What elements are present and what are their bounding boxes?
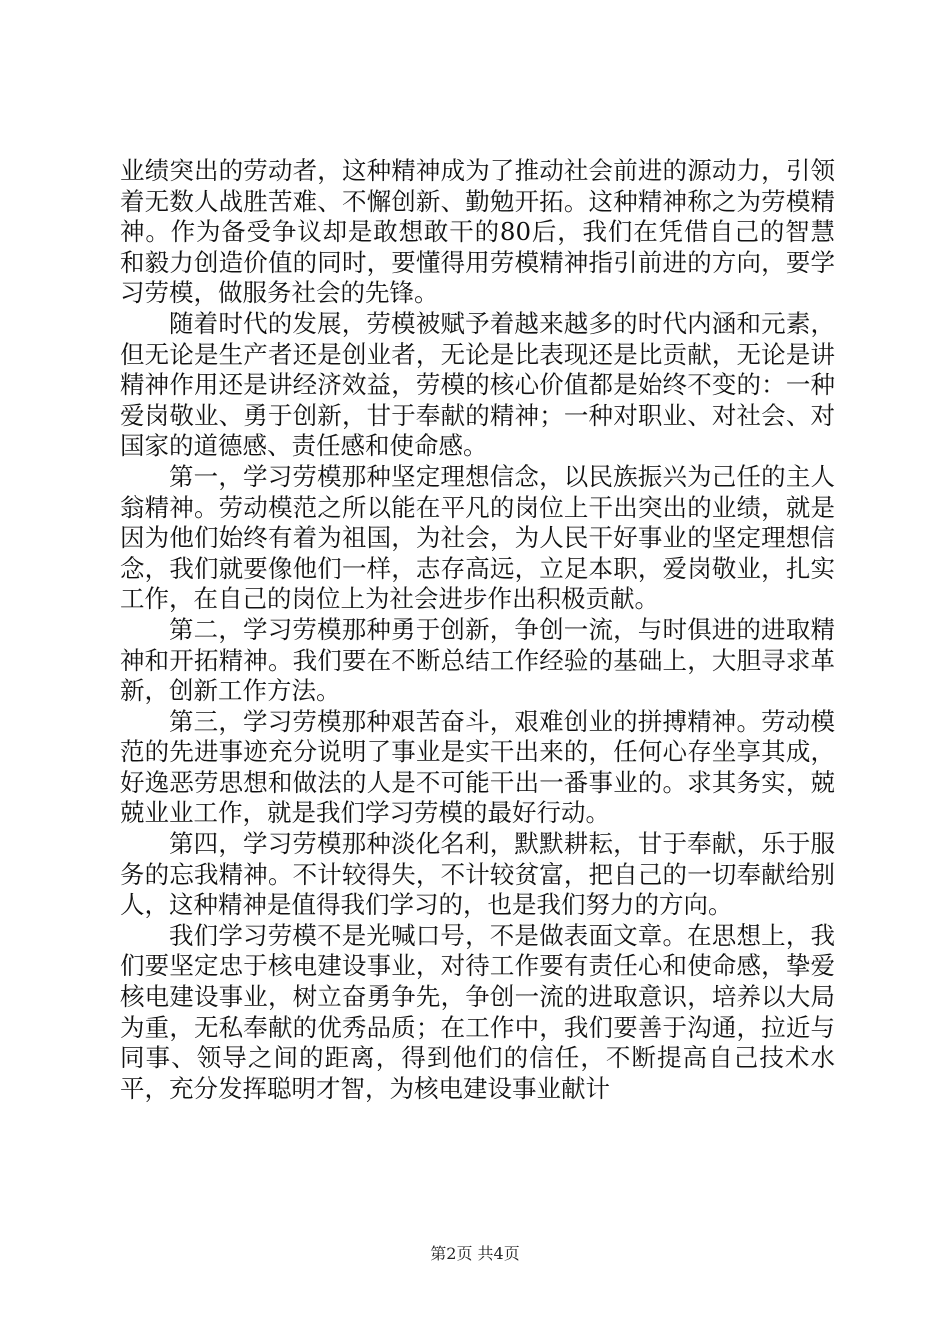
document-body [120,156,835,1104]
paragraph-5: 第三，学习劳模那种艰苦奋斗，艰难创业的拼搏精神。劳动模范的先进事迹充分说明了事业是实干出来的，任何心存坐享其成，好逸恶劳思想和做法的人是不可能干出一番事业的。求其务实，兢兢业业工作，就是我们学习劳模的最好行动。 [120,706,835,828]
page-number-footer: 第2页 共4页 [430,1244,520,1263]
paragraph-7: 我们学习劳模不是光喊口号，不是做表面文章。在思想上，我们要坚定忠于核电建设事业，对待工作要有责任心和使命感，挚爱核电建设事业，树立奋勇争先，争创一流的进取意识，培养以大局为重，无私奉献的优秀品质；在工作中，我们要善于沟通，拉近与同事、领导之间的距离，得到他们的信任，不断提高自己技术水平，充分发挥聪明才智，为核电建设事业献计 [120,920,835,1103]
paragraph-4: 第二，学习劳模那种勇于创新，争创一流，与时俱进的进取精神和开拓精神。我们要在不断总结工作经验的基础上，大胆寻求革新，创新工作方法。 [120,614,835,706]
paragraph-2: 随着时代的发展，劳模被赋予着越来越多的时代内涵和元素，但无论是生产者还是创业者，无论是比表现还是比贡献，无论是讲精神作用还是讲经济效益，劳模的核心价值都是始终不变的：一种爱岗敬业、勇于创新，甘于奉献的精神；一种对职业、对社会、对国家的道德感、责任感和使命感。 [120,308,835,461]
paragraph-6: 第四，学习劳模那种淡化名利，默默耕耘，甘于奉献，乐于服务的忘我精神。不计较得失，不计较贫富，把自己的一切奉献给别人，这种精神是值得我们学习的，也是我们努力的方向。 [120,829,835,920]
paragraph-3: 第一，学习劳模那种坚定理想信念，以民族振兴为己任的主人翁精神。劳动模范之所以能在平凡的岗位上干出突出的业绩，就是因为他们始终有着为祖国，为社会，为人民干好事业的坚定理想信念，我们就要像他们一样，志存高远，立足本职，爱岗敬业，扎实工作，在自己的岗位上为社会进步作出积极贡献。 [120,461,835,614]
paragraph-1: 业绩突出的劳动者，这种精神成为了推动社会前进的源动力，引领着无数人战胜苦难、不懈创新、勤勉开拓。这种精神称之为劳模精神。作为备受争议却是敢想敢干的80后，我们在凭借自己的智慧和毅力创造价值的同时，要懂得用劳模精神指引前进的方向，要学习劳模，做服务社会的先锋。 [120,156,835,308]
